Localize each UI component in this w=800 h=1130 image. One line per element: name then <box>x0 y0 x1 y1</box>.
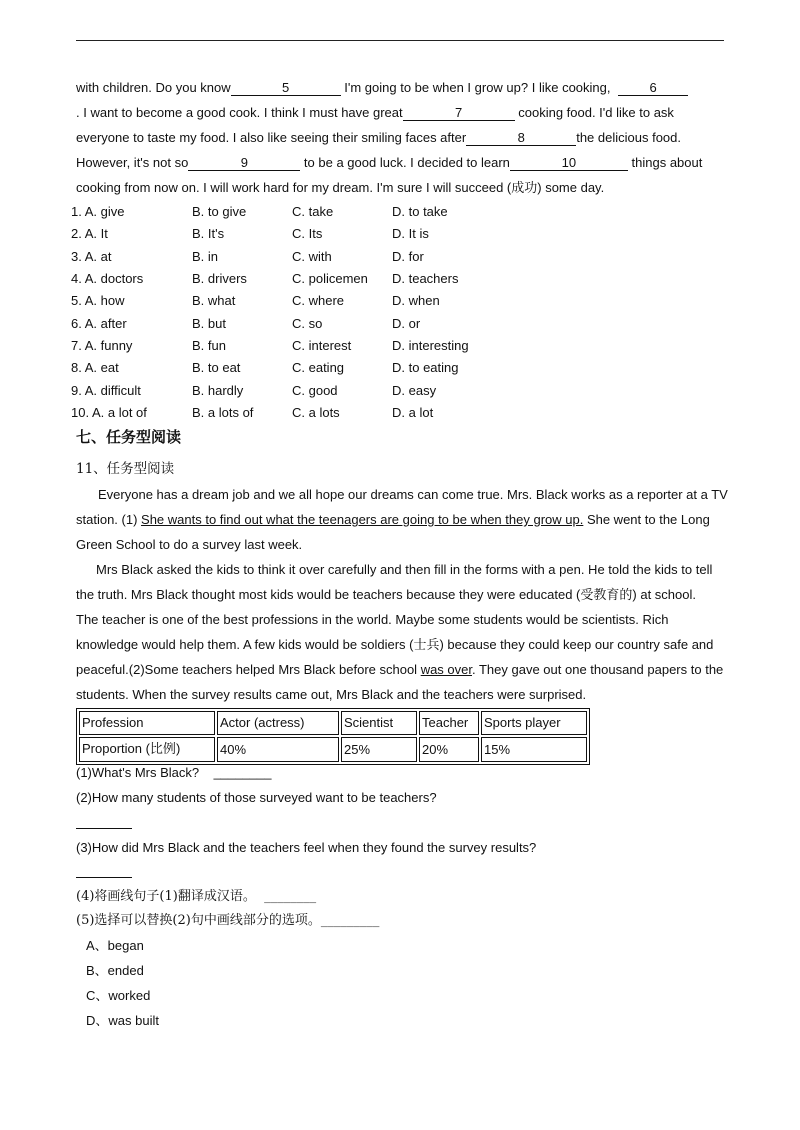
question-label: 11、任务型阅读 <box>76 461 175 477</box>
passage-b-line: The teacher is one of the best professions in the world. Maybe some students would be scientists. Rich <box>76 612 669 627</box>
text: to be a good luck. I decided to learn <box>300 155 510 170</box>
option-9b: B. hardly <box>192 383 244 398</box>
section-title: 七、任务型阅读 <box>76 428 182 446</box>
option-3a: 3. A. at <box>71 249 112 264</box>
choice-a: A、began <box>86 938 144 953</box>
blank-6: 6 <box>618 80 688 96</box>
text: ) at school. <box>632 587 696 602</box>
blank-10: 10 <box>510 155 628 171</box>
passage-b-line: Green School to do a survey last week. <box>76 537 303 552</box>
option-8b: B. to eat <box>192 360 241 375</box>
choice-b: B、ended <box>86 963 144 978</box>
text: knowledge would help them. A few kids would be soldiers ( <box>76 637 414 652</box>
text: . They gave out one thousand papers to the <box>472 662 724 677</box>
text-cn: 士兵 <box>413 638 440 653</box>
text: ) <box>175 741 181 756</box>
choice-d: D、was built <box>86 1013 159 1028</box>
option-4b: B. drivers <box>192 271 247 286</box>
text: station. (1) <box>76 512 142 527</box>
table-cell: 25% <box>341 737 417 762</box>
underlined-sentence-1: She wants to find out what the teenagers are going to be when they grow up. <box>141 512 584 527</box>
question-5: (5)选择可以替换(2)句中画线部分的选项。_________ <box>76 913 380 928</box>
table-cell: 40% <box>217 737 339 762</box>
table-row <box>79 737 587 762</box>
option-9d: D. easy <box>392 383 437 398</box>
blank-8: 8 <box>466 130 576 146</box>
text: (1)What's Mrs Black? <box>76 765 200 780</box>
option-2a: 2. A. It <box>71 226 108 241</box>
passage-line-3 <box>76 129 681 147</box>
passage-b-line: Everyone has a dream job and we all hope our dreams can come true. Mrs. Black works as a reporter at a TV <box>98 487 728 502</box>
text: cooking from now on. I will work hard for my dream. I'm sure I will succeed ( <box>76 180 512 195</box>
option-10d: D. a lot <box>392 405 434 420</box>
answer-blank: ________ <box>213 765 272 780</box>
option-8c: C. eating <box>292 360 345 375</box>
answer-line <box>76 877 132 878</box>
option-6a: 6. A. after <box>71 316 127 331</box>
option-5a: 5. A. how <box>71 293 125 308</box>
table-cell: Actor (actress) <box>217 711 339 735</box>
choice-c: C、worked <box>86 988 151 1003</box>
answer-blank: ________ <box>264 889 317 904</box>
passage-line-2 <box>76 104 674 122</box>
text: the delicious food. <box>576 130 681 145</box>
option-5b: B. what <box>192 293 236 308</box>
option-8d: D. to eating <box>392 360 459 375</box>
option-4a: 4. A. doctors <box>71 271 144 286</box>
question-3: (3)How did Mrs Black and the teachers feel when they found the survey results? <box>76 840 537 855</box>
option-2c: C. Its <box>292 226 323 241</box>
table-cell: 15% <box>481 737 587 762</box>
blank-7: 7 <box>403 105 515 121</box>
option-7b: B. fun <box>192 338 226 353</box>
option-9a: 9. A. difficult <box>71 383 141 398</box>
text: She went to the Long <box>583 512 710 527</box>
blank-9: 9 <box>188 155 300 171</box>
option-4c: C. policemen <box>292 271 368 286</box>
passage-b-line <box>76 586 696 605</box>
text: Proportion ( <box>82 741 150 756</box>
option-5d: D. when <box>392 293 440 308</box>
option-1c: C. take <box>292 204 334 219</box>
option-3b: B. in <box>192 249 219 264</box>
option-6b: B. but <box>192 316 226 331</box>
answer-line <box>76 828 132 829</box>
underlined-phrase-2: was over <box>420 662 472 677</box>
text: However, it's not so <box>76 155 189 170</box>
option-4d: D. teachers <box>392 271 459 286</box>
text: ) because they could keep our country safe and <box>439 637 714 652</box>
option-1b: B. to give <box>192 204 247 219</box>
option-7c: C. interest <box>292 338 352 353</box>
passage-line-5 <box>76 179 604 198</box>
option-10c: C. a lots <box>292 405 340 420</box>
option-9c: C. good <box>292 383 338 398</box>
header-rule <box>76 40 724 41</box>
option-3d: D. for <box>392 249 424 264</box>
option-1a: 1. A. give <box>71 204 125 219</box>
option-10a: 10. A. a lot of <box>71 405 147 420</box>
table-cell: Profession <box>79 711 215 735</box>
question-1 <box>76 764 271 782</box>
option-2b: B. It's <box>192 226 225 241</box>
text: things about <box>627 155 703 170</box>
table-cell: Sports player <box>481 711 587 735</box>
text: peaceful.(2)Some teachers helped Mrs Black before school <box>76 662 421 677</box>
passage-b-line <box>76 636 713 655</box>
option-8a: 8. A. eat <box>71 360 119 375</box>
text-cn: 比例 <box>149 742 176 757</box>
table-cell: Teacher <box>419 711 479 735</box>
table-cell: 20% <box>419 737 479 762</box>
text: cooking food. I'd like to ask <box>514 105 674 120</box>
text: (4)将画线句子(1)翻译成汉语。 <box>76 889 256 904</box>
option-5c: C. where <box>292 293 345 308</box>
option-6d: D. or <box>392 316 421 331</box>
table-header-row <box>79 711 587 735</box>
survey-table <box>76 708 590 765</box>
passage-b-line <box>76 661 723 679</box>
table-cell <box>79 737 215 762</box>
blank-5: 5 <box>231 80 341 96</box>
text: ) some day. <box>537 180 605 195</box>
passage-line-4 <box>76 154 702 172</box>
passage-b-line <box>76 511 710 529</box>
text: I'm going to be when I grow up? I like cooking, <box>340 80 615 95</box>
option-1d: D. to take <box>392 204 448 219</box>
question-4 <box>76 888 316 906</box>
text: . I want to become a good cook. I think I must have great <box>76 105 403 120</box>
option-2d: D. It is <box>392 226 429 241</box>
passage-b-line: Mrs Black asked the kids to think it over carefully and then fill in the forms with a pen. He told the kids to tell <box>96 562 713 577</box>
table-cell: Scientist <box>341 711 417 735</box>
option-10b: B. a lots of <box>192 405 254 420</box>
text: everyone to taste my food. I also like seeing their smiling faces after <box>76 130 467 145</box>
passage-line-1 <box>76 79 688 97</box>
option-3c: C. with <box>292 249 332 264</box>
text: the truth. Mrs Black thought most kids would be teachers because they were educated ( <box>76 587 581 602</box>
passage-b-line: students. When the survey results came out, Mrs Black and the teachers were surprised. <box>76 687 587 702</box>
option-7a: 7. A. funny <box>71 338 133 353</box>
text-cn: 受教育的 <box>580 588 633 603</box>
text: with children. Do you know <box>76 80 231 95</box>
option-6c: C. so <box>292 316 323 331</box>
option-7d: D. interesting <box>392 338 469 353</box>
text-cn: 成功 <box>511 181 538 196</box>
question-2: (2)How many students of those surveyed want to be teachers? <box>76 790 437 805</box>
